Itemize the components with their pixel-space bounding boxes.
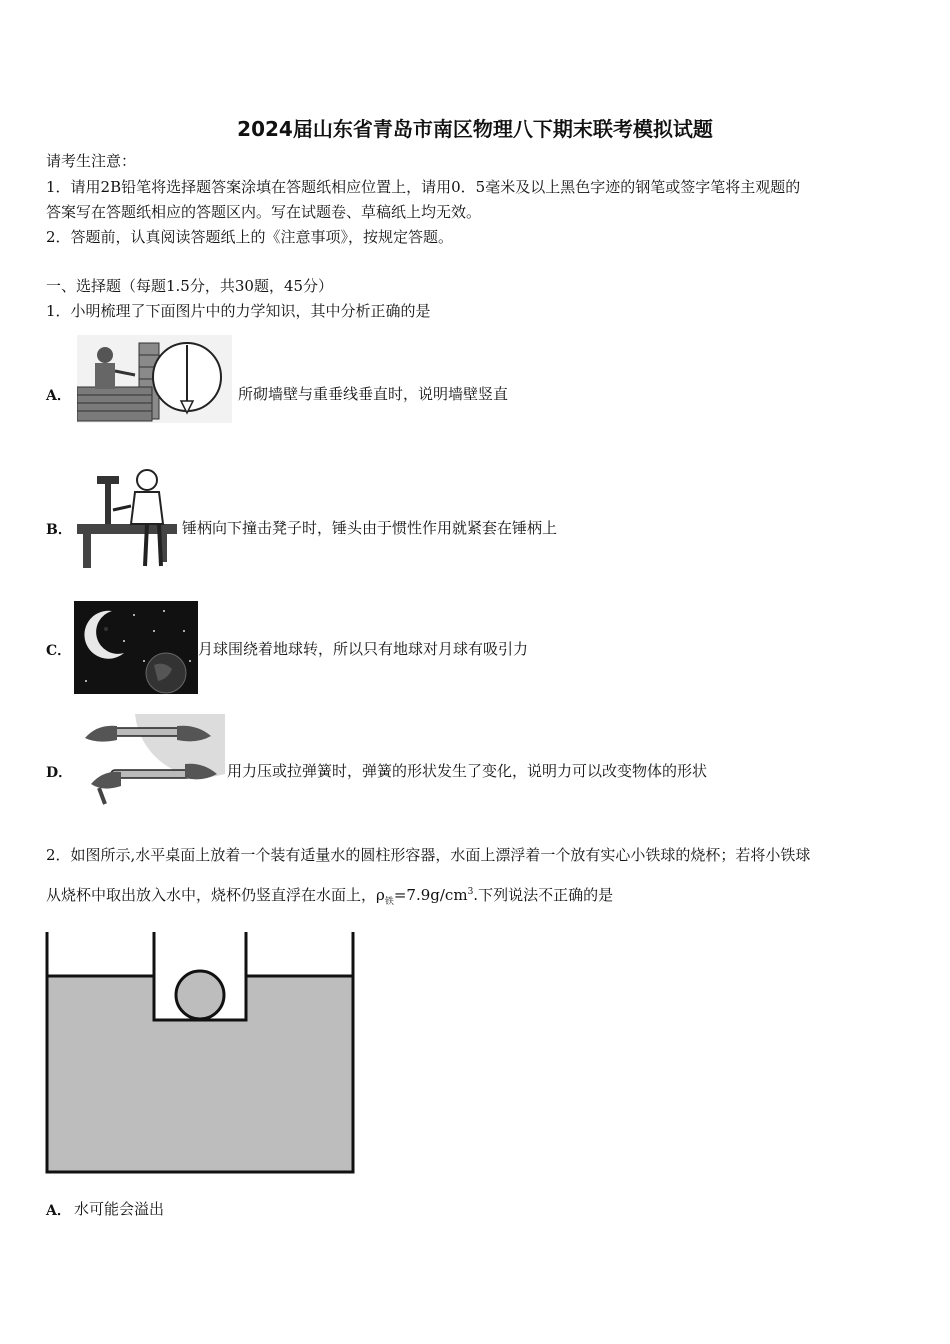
option-b-text: 锤柄向下撞击凳子时，锤头由于惯性作用就紧套在锤柄上 [182,519,558,537]
option-d-label: D． [46,765,73,781]
moon-and-earth-image [74,601,198,694]
q2-option-a-label: A． [46,1203,71,1219]
stem-text-a: 从烧杯中取出放入水中，烧杯仍竖直浮在水面上，ρ [46,886,385,904]
container-beaker-diagram [44,930,356,1176]
hands-spring-image [77,714,225,806]
notice-line-1: 1．请用2B铅笔将选择题答案涂填在答题纸相应位置上，请用0．5毫米及以上黑色字迹的钢笔或签字笔将主观题的 [46,178,801,196]
option-c-text: 月球围绕着地球转，所以只有地球对月球有吸引力 [198,640,529,658]
option-d-text: 用力压或拉弹簧时，弹簧的形状发生了变化，说明力可以改变物体的形状 [227,762,708,780]
question-2-stem-line-2 [46,882,613,912]
section-heading: 一、选择题（每题1.5分，共30题，45分） [46,277,334,295]
stem-text-b: =7.9g/cm [393,886,468,904]
option-c-label: C． [46,643,72,659]
notice-line-2: 2．答题前，认真阅读答题纸上的《注意事项》，按规定答题。 [46,228,454,246]
q2-option-a-text: 水可能会溢出 [74,1200,165,1218]
hammer-on-bench-image [77,466,182,571]
option-a-label: A． [46,388,71,404]
bricklayer-plumb-line-image [77,335,232,423]
option-a-text: 所砌墙壁与重垂线垂直时，说明墙壁竖直 [238,385,509,403]
question-1-stem: 1．小明梳理了下面图片中的力学知识，其中分析正确的是 [46,302,431,320]
question-2-stem-line-1: 2．如图所示,水平桌面上放着一个装有适量水的圆柱形容器，水面上漂浮着一个放有实心小铁球的烧杯；若将小铁球 [46,846,811,864]
unit-superscript: 3 [467,887,474,897]
option-b-label: B． [46,522,72,538]
notice-heading: 请考生注意： [46,152,137,170]
page-title: 2024届山东省青岛市南区物理八下期末联考模拟试题 [237,117,713,141]
stem-text-c: .下列说法不正确的是 [473,886,614,904]
notice-line-1-cont: 答案写在答题纸相应的答题区内。写在试题卷、草稿纸上均无效。 [46,203,482,221]
density-subscript: 铁 [384,897,394,907]
